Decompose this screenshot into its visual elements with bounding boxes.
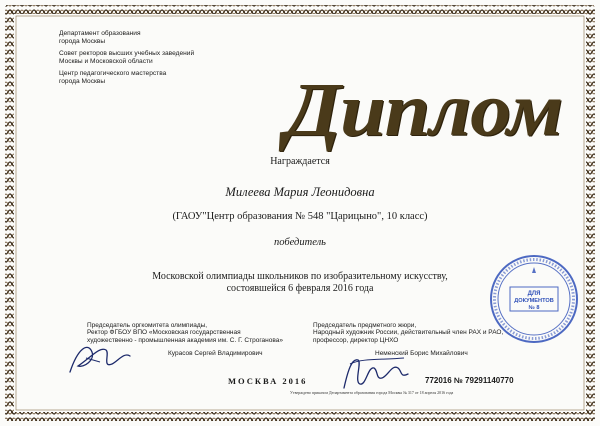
- approval-note: Утверждено приказом Департамента образования города Москвы № 317 от 18 апреля 2016 года: [290, 390, 454, 395]
- signatory-left-name: Курасов Сергей Владимирович: [168, 350, 263, 357]
- signatory-title-line: художественно - промышленная академия им. С. Г. Строганова»: [87, 336, 283, 344]
- registration-number: 772016 № 79291140770: [425, 376, 514, 385]
- stamp-text-line2: ДОКУМЕНТОВ: [514, 298, 554, 304]
- org-line: Центр педагогического мастерства: [59, 70, 167, 78]
- signatory-title-line: Председатель оргкомитета олимпиады,: [87, 322, 208, 329]
- signature-left: [66, 338, 136, 380]
- signatory-right-name: Неменский Борис Михайлович: [375, 350, 468, 357]
- city-year: МОСКВА 2016: [228, 376, 308, 386]
- org-line: Москвы и Московской области: [59, 57, 153, 65]
- signatory-title-line: профессор, директор ЦНХО: [313, 336, 399, 344]
- award-status: победитель: [274, 237, 326, 248]
- awarded-label: Награждается: [270, 156, 330, 167]
- organizations-block: [59, 30, 259, 91]
- signatory-title-line: Председатель предметного жюри,: [313, 322, 417, 329]
- org-line: Совет ректоров высших учебных заведений: [59, 50, 195, 58]
- org-rectors-council: [59, 50, 259, 65]
- org-line: Департамент образования: [59, 30, 141, 37]
- signatory-title-line: Народный художник России, действительный член РАХ и РАО,: [313, 329, 504, 337]
- signatory-title-line: Ректор ФГБОУ ВПО «Московская государственная: [87, 329, 241, 337]
- diploma-title: Диплом: [285, 68, 563, 152]
- event-line: состоявшейся 6 февраля 2016 года: [226, 283, 374, 294]
- event-line: Московской олимпиады школьников по изобразительному искусству,: [152, 271, 448, 282]
- official-stamp: [488, 253, 580, 345]
- stamp-text-line1: ДЛЯ: [527, 291, 541, 297]
- org-line: города Москвы: [59, 37, 106, 45]
- school-info: (ГАОУ"Центр образования № 548 "Царицыно", 10 класс): [172, 211, 428, 222]
- org-education-department: [59, 30, 259, 45]
- recipient-name: Милеева Мария Леонидовна: [225, 185, 375, 199]
- org-line: города Москвы: [59, 77, 106, 85]
- stamp-text-line3: № 8: [528, 305, 540, 311]
- org-pedagogical-center: [59, 70, 259, 85]
